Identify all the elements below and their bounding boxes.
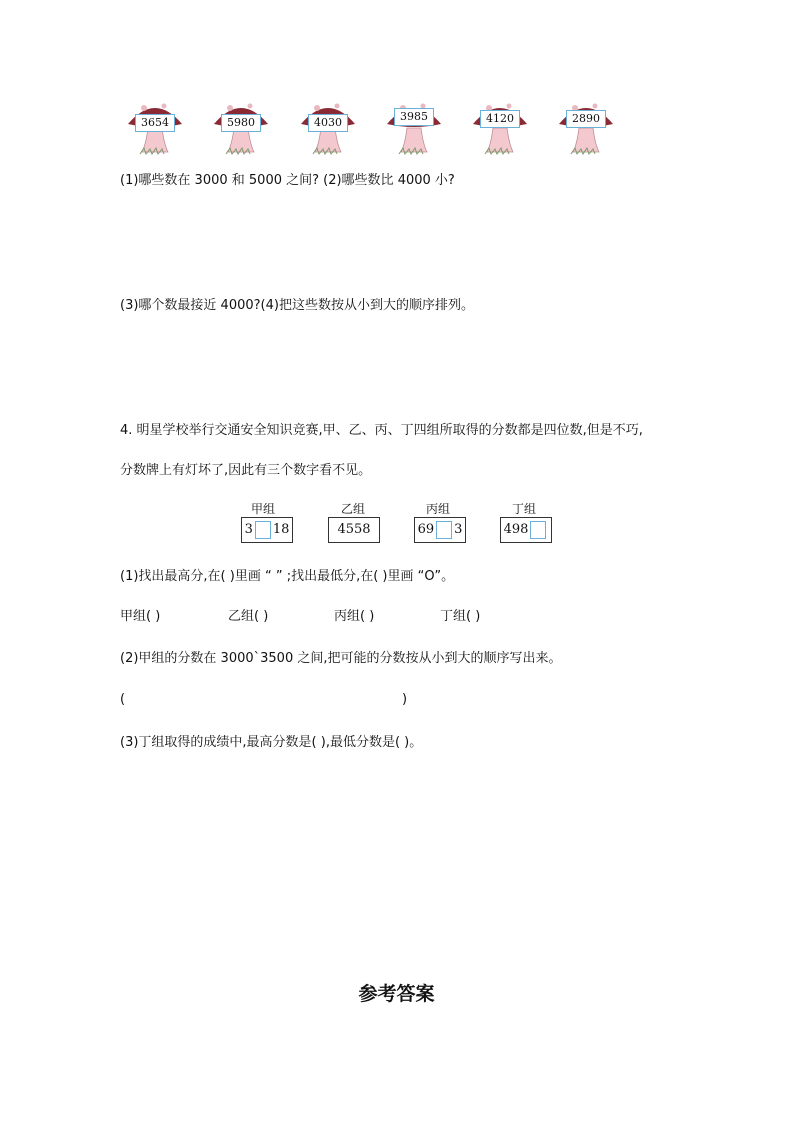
- score-digits-after: 3: [454, 522, 463, 537]
- score-board-ding: [500, 517, 552, 543]
- score-digits-before: 498: [503, 522, 529, 537]
- mushroom-number: 5980: [221, 114, 261, 132]
- answer-paren-open: (: [120, 692, 126, 707]
- answer-paren-close: ): [402, 692, 408, 707]
- hidden-digit-box: [530, 521, 546, 539]
- mushroom-number: 2890: [566, 110, 606, 128]
- score-value: 4558: [337, 522, 371, 537]
- score-digits-before: 3: [244, 522, 253, 537]
- answer-section-title: 参考答案: [358, 983, 435, 1005]
- mushroom-number: 4030: [308, 114, 348, 132]
- group-label-bing: 丙组: [425, 502, 450, 516]
- question-4-intro-line-1: 4. 明星学校举行交通安全知识竞赛,甲、乙、丙、丁四组所取得的分数都是四位数,但是不巧,: [120, 423, 643, 438]
- score-board-yi: [328, 517, 380, 543]
- group-label-jia: 甲组: [250, 502, 275, 516]
- mushroom-number: 4120: [480, 110, 520, 128]
- question-3-line-2: (3)哪个数最接近 4000?(4)把这些数按从小到大的顺序排列。: [120, 298, 474, 313]
- question-4-intro-line-2: 分数牌上有灯坏了,因此有三个数字看不见。: [120, 463, 372, 478]
- answer-bing: 丙组( ): [334, 609, 375, 624]
- hidden-digit-box: [436, 521, 452, 539]
- score-board-jia: [241, 517, 293, 543]
- mushroom-3: [297, 98, 359, 156]
- question-4-sub-3: (3)丁组取得的成绩中,最高分数是( ),最低分数是( )。: [120, 735, 423, 750]
- question-4-sub-2: (2)甲组的分数在 3000`3500 之间,把可能的分数按从小到大的顺序写出来。: [120, 651, 562, 666]
- mushroom-1: [124, 98, 186, 156]
- score-digits-before: 69: [417, 522, 435, 537]
- hidden-digit-box: [255, 521, 271, 539]
- question-4-sub-1: (1)找出最高分,在( )里画 “ ” ;找出最低分,在( )里画 “O”。: [120, 569, 455, 584]
- score-board-bing: [414, 517, 466, 543]
- mushroom-icon: [383, 98, 445, 156]
- mushroom-number: 3985: [394, 108, 434, 126]
- mushroom-number: 3654: [135, 114, 175, 132]
- mushroom-6: [555, 98, 617, 156]
- group-label-yi: 乙组: [340, 502, 365, 516]
- mushroom-5: [469, 98, 531, 156]
- answer-yi: 乙组( ): [228, 609, 269, 624]
- mushroom-4: [383, 98, 445, 156]
- answer-ding: 丁组( ): [440, 609, 481, 624]
- mushroom-2: [210, 98, 272, 156]
- question-3-line-1: (1)哪些数在 3000 和 5000 之间? (2)哪些数比 4000 小?: [120, 173, 455, 188]
- group-label-ding: 丁组: [511, 502, 536, 516]
- score-digits-after: 18: [272, 522, 290, 537]
- answer-jia: 甲组( ): [120, 609, 161, 624]
